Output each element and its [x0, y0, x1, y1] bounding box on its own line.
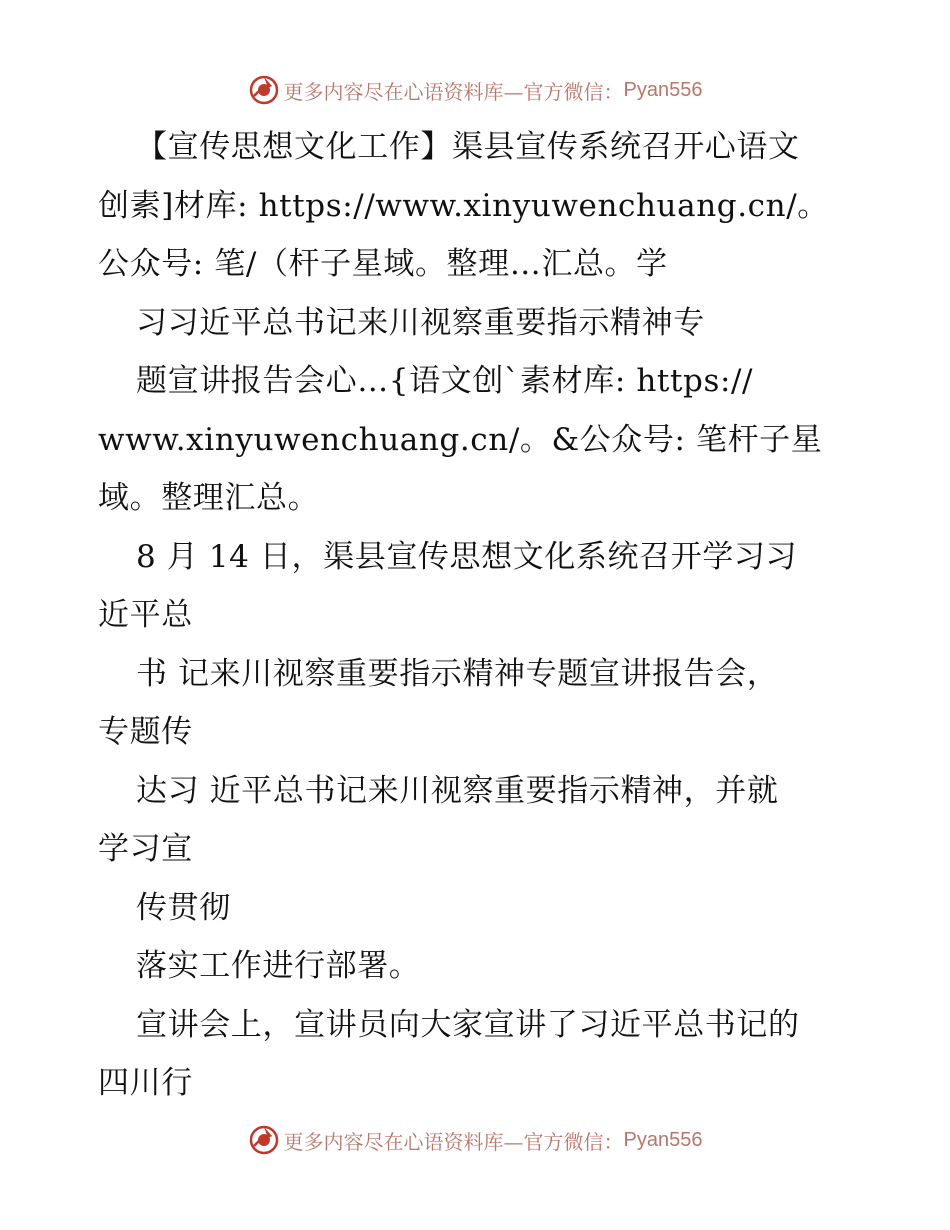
text-line: 传贯彻	[136, 889, 231, 926]
text-line: 达习 近平总书记来川视察重要指示精神，并就	[136, 772, 779, 809]
brand-logo-icon	[248, 74, 280, 106]
text-line: 专题传	[98, 714, 193, 750]
footer-banner	[0, 1122, 950, 1158]
header-banner-code: Pyan556	[623, 78, 703, 101]
text-line: 【宣传思想文化工作】渠县宣传系统召开心语文	[136, 129, 800, 165]
header-banner	[0, 72, 950, 108]
footer-banner-code: Pyan556	[623, 1128, 703, 1151]
document-body	[98, 118, 888, 1113]
text-line: 近平总	[98, 597, 193, 633]
text-line: www.xinyuwenchuang.cn/。&公众号: 笔杆子星	[98, 421, 823, 458]
text-line: 宣讲会上，宣讲员向大家宣讲了习近平总书记的	[136, 1006, 800, 1043]
text-line: 学习宣	[98, 831, 193, 867]
brand-logo-icon	[248, 1124, 280, 1156]
text-line: 题宣讲报告会心…{语文创`素材库: https://	[136, 363, 754, 399]
text-line: 书 记来川视察重要指示精神专题宣讲报告会，	[136, 655, 779, 692]
text-line: 域。整理汇总。	[98, 480, 320, 516]
text-line: 习习近平总书记来川视察重要指示精神专	[136, 304, 705, 341]
text-line: 落实工作进行部署。	[136, 948, 421, 984]
footer-banner-text: 更多内容尽在心语资料库—官方微信：	[283, 1129, 624, 1154]
text-line: 公众号: 笔/（杆子星域。整理…汇总。学	[98, 246, 668, 282]
text-line: 8 月 14 日，渠县宣传思想文化系统召开学习习	[136, 538, 798, 575]
text-line: 创素]材库: https://www.xinyuwenchuang.cn/。	[98, 187, 829, 224]
header-banner-text: 更多内容尽在心语资料库—官方微信：	[283, 79, 624, 104]
text-line: 四川行	[98, 1065, 193, 1101]
